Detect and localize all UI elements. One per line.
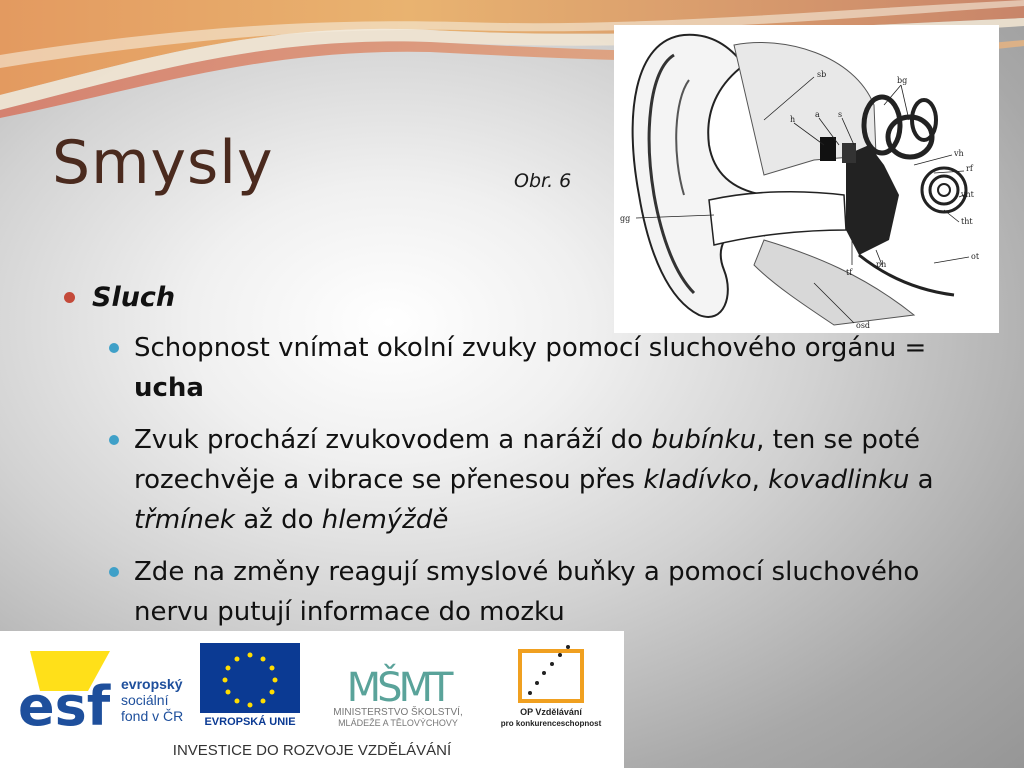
esf-line1: evropský xyxy=(121,676,183,692)
msmt-letters: MŠMT xyxy=(346,665,450,711)
eu-label: EVROPSKÁ UNIE xyxy=(204,716,296,728)
bullet-3-text: Zde na změny reagují smyslové buňky a pomocí sluchového nervu putují informace do mozku xyxy=(134,557,920,627)
ear-label-rf: rf xyxy=(966,164,973,173)
bullet-2-term-kladivko: kladívko xyxy=(643,465,752,495)
bullet-dot-blue xyxy=(109,435,119,445)
bullet-2-text-a: Zvuk prochází zvukovodem a naráží do xyxy=(134,425,652,455)
ear-label-vh: vh xyxy=(954,149,964,158)
bullet-dot-red xyxy=(64,292,75,303)
msmt-line1: MINISTERSTVO ŠKOLSTVÍ, xyxy=(333,707,463,718)
ear-label-gg: gg xyxy=(620,214,631,223)
slide-title: Smysly xyxy=(52,128,274,198)
bullet-2-text-e: až do xyxy=(234,505,322,535)
bullet-2-text-b: , ten se poté rozechvěje a vibrace se přenesou přes xyxy=(134,425,920,495)
bullet-level2-item-2 xyxy=(62,420,942,540)
ear-label-tf: tf xyxy=(846,268,853,277)
ear-label-tht: tht xyxy=(961,217,973,226)
op-line2: pro konkurenceschopnost xyxy=(500,719,602,728)
footer-logo-strip xyxy=(0,631,624,768)
bullet-2-term-kovadlinku: kovadlinku xyxy=(768,465,910,495)
esf-line3: fond v ČR xyxy=(121,708,184,724)
footer-logos-svg xyxy=(0,631,624,768)
slide-body xyxy=(62,280,942,632)
bullet-dot-blue xyxy=(109,343,119,353)
esf-line2: sociální xyxy=(121,692,169,708)
ear-label-ph: ph xyxy=(876,260,887,269)
msmt-line2: MLÁDEŽE A TĚLOVÝCHOVY xyxy=(338,718,458,728)
op-line1: OP Vzdělávání xyxy=(520,707,582,717)
bullet-dot-blue xyxy=(109,567,119,577)
eu-flag-logo xyxy=(200,643,300,729)
ear-label-bg: bg xyxy=(897,76,908,85)
bullet-level1-sluch xyxy=(62,280,942,316)
bullet-2-term-bubinku: bubínku xyxy=(651,425,757,455)
op-logo xyxy=(501,645,602,728)
bullet-level2-item-1 xyxy=(62,328,942,408)
bullet-2-text-c: , xyxy=(751,465,769,495)
ear-label-sb: sb xyxy=(817,70,827,79)
figure-caption: Obr. 6 xyxy=(514,170,572,192)
footer-tagline: INVESTICE DO ROZVOJE VZDĚLÁVÁNÍ xyxy=(172,742,452,759)
ear-label-osd: osd xyxy=(856,321,871,330)
ear-label-h: h xyxy=(790,115,796,124)
bullet-2-term-trminek: třmínek xyxy=(134,505,235,535)
bullet-2-text-d: a xyxy=(909,465,934,495)
bullet-2-term-hlemyzde: hlemýždě xyxy=(321,505,449,535)
heading-sluch: Sluch xyxy=(92,282,176,313)
bullet-level2-item-3 xyxy=(62,552,942,632)
ear-label-s: s xyxy=(838,110,843,119)
ear-label-ot: ot xyxy=(971,252,980,261)
bullet-1-text: Schopnost vnímat okolní zvuky pomocí sluchového orgánu = xyxy=(134,333,927,363)
ear-label-a: a xyxy=(815,110,820,119)
msmt-logo xyxy=(333,663,462,728)
esf-logo xyxy=(18,643,183,738)
ear-label-vht: vht xyxy=(961,190,974,199)
bullet-1-bold-ucha: ucha xyxy=(134,373,204,403)
esf-letters: esf xyxy=(18,675,111,738)
